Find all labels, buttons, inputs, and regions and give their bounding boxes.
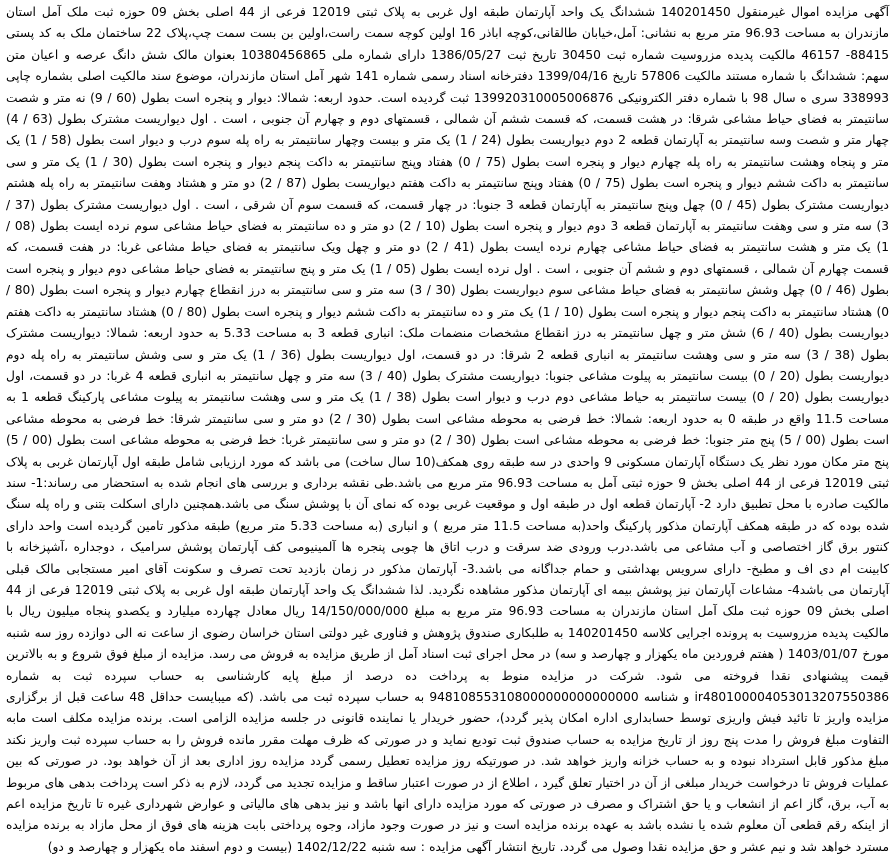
notice-body-text: آگهی مزایده اموال غیرمنقول 140201450 ششدانگ یک واحد آپارتمان طبقه اول غربی به پلاک ثبتی 12019 فرعی از 44 اصلی بخش 09 حوزه ثبت ملک آمل استان مازندران به مساحت 96.93 متر مربع به نشانی: آمل،خیابان طالقانی،کوچه اباذر 16 اولین کوچه سمت راست،اولین بن بست سمت چپ،پلاک 22 ساختمان ملک به کد پستی 88415- 46157 مالکیت پدیده مزروسیت شماره ثبت 30450 تاریخ ثبت 1386/05/27 دارای شماره ملی 10380456865 بعنوان مالک شش دانگ عرصه و اعیان متن سهم: ششدانگ با شماره مستند مالکیت 57806 تاریخ 1399/04/16 دفترخانه اسناد رسمی شماره 141 شهر آمل استان مازندران، موضوع سند مالکیت اصلی بشماره چاپی 338993 سری ه سال 98 با شماره دفتر الکترونیکی 139920310005006876 ثبت گردیده است. حدود اربعه: شمالا: دیوار و پنجره است بطول (60 / 9) نه متر و شصت سانتیمتر به فضای حیاط مشاعی شرقا: در هشت قسمت، که قسمت ششم آن شمالی ، قسمتهای دوم و چهارم آن جنوبی ، است . اول دیواریست مشترک بطول (63 / 4) چهار متر و شصت وسه سانتیمتر به آپارتمان قطعه 2 دوم دیواریست بطول (24 / 1) یک متر و بیست وچهار سانتیمتر به راه پله سوم درب و دیوار است بطول (58 / 1) یک متر و پنجاه وهشت سانتیمتر به راه پله چهارم دیوار و پنجره است بطول (75 / 0) هفتاد وپنج سانتیمتر به داکت پنجم دیوار و پنجره است بطول (30 / 1) یک متر و سی سانتیمتر به داکت ششم دیوار و پنجره است بطول (75 / 0) هفتاد وپنج سانتیمتر به داکت هفتم دیواریست بطول (87 / 2) دو متر و هشتاد وهفت سانتیمتر به راه پله هشتم دیواریست مشترک بطول (45 / 0) چهل وپنج سانتیمتر به آپارتمان قطعه 3 جنوبا: در چهار قسمت، که قسمت سوم آن شرقی ، است . اول دیواریست مشترک بطول (37 / 3) سه متر و سی وهفت سانتیمتر به آپارتمان قطعه 3 دوم دیوار و پنجره است بطول (10 / 2) دو متر و ده سانتیمتر به فضای حیاط مشاعی سوم نرده ایست بطول (08 / 1) یک متر و هشت سانتیمتر به فضای حیاط مشاعی چهارم نرده ایست بطول (41 / 2) دو متر و چهل ویک سانتیمتر به فضای حیاط مشاعی غربا: در هفت قسمت، که قسمت چهارم آن شمالی ، قسمتهای دوم و ششم آن جنوبی ، است . اول نرده ایست بطول (05 / 1) یک متر و پنج سانتیمتر به فضای حیاط مشاعی دوم دیوار و پنجره است بطول (46 / 0) چهل وشش سانتیمتر به فضای حیاط مشاعی سوم دیواریست بطول (30 / 3) سه متر و سی سانتیمتر به درز انقطاع چهارم دیوار و پنجره است بطول (80 / 0) هشتاد سانتیمتر به داکت پنجم دیوار و پنجره است بطول (10 / 1) یک متر و ده سانتیمتر به داکت ششم دیوار و پنجره است بطول (80 / 0) هشتاد سانتیمتر به داکت هفتم دیواریست بطول (40 / 6) شش متر و چهل سانتیمتر به درز انقطاع مشخصات منضمات ملک: انباری قطعه 3 به مساحت 5.33 به حدود اربعه: شمالا: دیواریست مشترک بطول (38 / 3) سه متر و سی وهشت سانتیمتر به انباری قطعه 2 شرقا: در دو قسمت، اول دیواریست بطول (36 / 1) یک متر و سی وشش سانتیمتر به راه پله دوم دیواریست بطول (20 / 0) بیست سانتیمتر به پیلوت مشاعی جنوبا: دیواریست مشترک بطول (40 / 3) سه متر و چهل سانتیمتر به انباری قطعه 4 غربا: در دو قسمت، اول دیواریست بطول (20 / 0) بیست سانتیمتر به حیاط مشاعی دوم درب و دیوار است بطول (38 / 1) یک متر و سی وهشت سانتیمتر به پیلوت مشاعی پارکینگ قطعه 1 به مساحت 11.5 واقع در طبقه 0 به حدود اربعه: شمالا: خط فرضی به محوطه مشاعی است بطول (30 / 2) دو متر و سی سانتیمتر شرقا: خط فرضی به محوطه مشاعی است بطول (00 / 5) پنج متر جنوبا: خط فرضی به محوطه مشاعی است بطول (30 / 2) دو متر و سی سانتیمتر غربا: خط فرضی به محوطه مشاعی است بطول (00 / 5) پنج متر مکان مورد نظر یک دستگاه آپارتمان مسکونی 9 واحدی در سه طبقه روی همکف(10 سال ساخت) می باشد که مورد ارزیابی شامل طبقه اول آپارتمان غربی به پلاک ثبتی 12019 فرعی از 44 اصلی بخش 9 حوزه ثبتی آمل به مساحت 96.93 متر مربع می باشد.طی نقشه برداری و بررسی های انجام شده به استحضار می رساند:1- سند مالکیت صادره با محل تطبیق دارد 2- آپارتمان قطعه اول در طبقه اول و موقعیت غربی بوده که نمای آن با پوشش سنگ می باشد.همچنین دارای اسکلت بتنی و راه پله سنگ شده بوده که در طبقه همکف آپارتمان مذکور پارکینگ واحد(به مساحت 11.5 متر مربع ) و انباری (به مساحت 5.33 متر مربع) طبقه مذکور تامین گردیده است واحد دارای کنتور برق گاز اختصاصی و آب مشاعی می باشد.درب ورودی ضد سرقت و درب اتاق ها چوبی پنجره ها آلمینیومی کف آپارتمان پوشش سرامیک ، دوجداره ،آشپزخانه با کابینت ام دی اف و مطبخ- دارای سرویس بهداشتی و حمام جداگانه می باشد.3- آپارتمان مذکور در زمان بازدید تحت تصرف و سکونت آقای امیر مستجابی مالک قبلی آپارتمان می باشد4- مشاعات آپارتمان نیز پوشش بیمه ای آپارتمان مذکور مشاهده نگردید. لذا ششدانگ یک واحد آپارتمان طبقه اول غربی به پلاک ثبتی 12019 فرعی از 44 اصلی بخش 09 حوزه ثبت ملک آمل استان مازندران به مساحت 96.93 متر مربع به مبلغ 14/150/000/000 ریال معادل چهارده میلیارد و یکصدو پنجاه میلیون ریال با مالکیت پدیده مزروسیت به پرونده اجرایی کلاسه 140201450 به طلبکاری صندوق پژوهش و فناوری غیر دولتی استان خراسان رضوی از ساعت نه الی دوازده روز سه شنبه مورخ 1403/01/07 ( هفتم فروردین ماه یکهزار و چهارصد و سه) در محل اجرای ثبت اسناد آمل از طریق مزایده به فروش می رسد. مزایده از مبلغ فوق شروع و به بالاترین قیمت پیشنهادی نقدا فروخته می شود. شرکت در مزایده منوط به پرداخت ده درصد از مبلغ پایه کارشناسی به حساب سپرده ثبت به شماره ir480100004053013207550386 و شناسه 948108553108000000000000000 به حساب سپرده ثبت می باشد. (که میبایست حداقل 48 ساعت قبل از برگزاری مزایده واریز تا تائید فیش واریزی توسط حسابداری اداره امکان پذیر گردد)، حضور خریدار یا نماینده قانونی در جلسه مزایده الزامی است. برنده مزایده مکلف است مابه التفاوت مبلغ فروش را مدت پنج روز از تاریخ مزایده به حساب صندوق ثبت تودیع نماید و در صورتی که ظرف مهلت مقرر مانده فروش را به حساب سپرده ثبت واریز نکند مبلغ مذکور قابل استرداد نبوده و به حساب خزانه واریز خواهد شد. در صورتیکه روز مزایده تعطیل رسمی گردد مزایده روز اداری بعد از آن خواهد بود. در صورتی که بین عملیات فروش تا درخواست خریدار مبلغی از آن در اختیار تعلق گیرد ، اطلاع از در صورت اعتبار ساقط و مزایده تجدید می گردد، لازم به ذکر است پرداخت بدهی های مربوط به آب، برق، گاز اعم از انشعاب و یا حق اشتراک و مصرف در صورتی که مورد مزایده دارای انها باشد و نیز بدهی های مالیاتی و عوارض شهرداری غیره تا تاریخ مزایده اعم از اینکه رقم قطعی آن معلوم شده یا نشده باشد به عهده برنده مزایده است و نیز در صورت وجود مازاد، وجوه پرداختی بابت هزینه های فوق از محل مازاد به برنده مزایده مسترد خواهد شد و نیم عشر و حق مزایده نقدا وصول می گردد. تاریخ انتشار آگهی مزایده : سه شنبه 1402/12/22 (بیست و دوم اسفند ماه یکهزار و چهارصد و دو) — [6, 5, 890, 854]
